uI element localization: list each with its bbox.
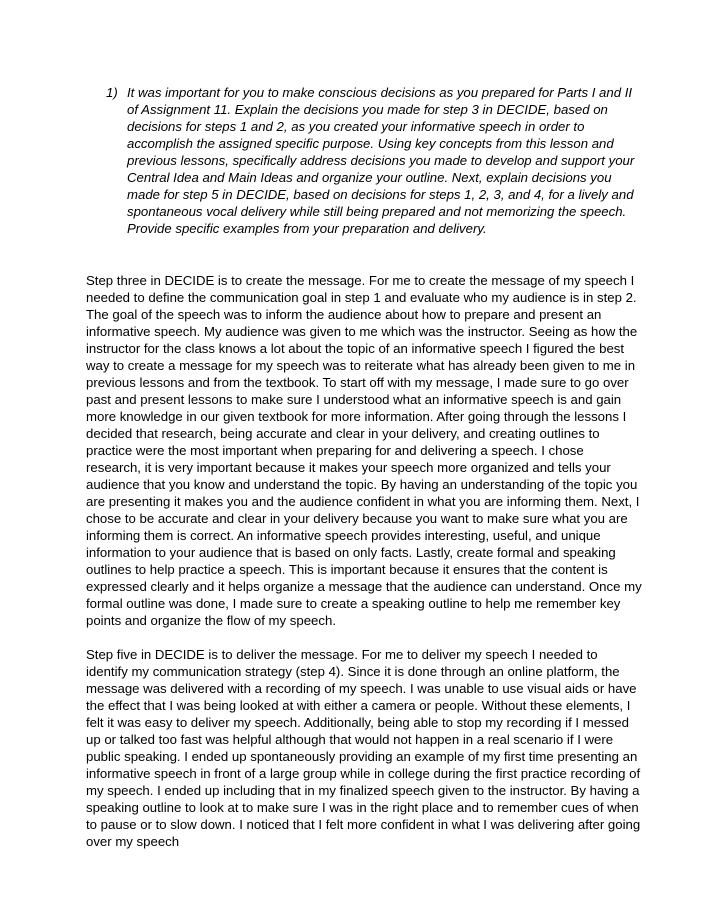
- question-number: 1): [106, 85, 118, 100]
- question-prompt: It was important for you to make conscious decisions as you prepared for Parts I and II of Assignment 11. Explain the decisions you made for step 3 in DECIDE, based on decisions for steps 1 and 2, as you created your informative speech in order to accomplish the assigned specific purpose. Using key concepts from this lesson and previous lessons, specifically address decisions you made to develop and support your Central Idea and Main Ideas and organize your outline. Next, explain decisions you made for step 5 in DECIDE, based on decisions for steps 1, 2, 3, and 4, for a lively and spontaneous vocal delivery while still being prepared and not memorizing the speech. Provide specific examples from your preparation and delivery.: [127, 85, 635, 236]
- answer-body: [86, 272, 642, 867]
- paragraph-step-three: Step three in DECIDE is to create the message. For me to create the message of my speech I needed to define the communication goal in step 1 and evaluate who my audience is in step 2. The goal of the speech was to inform the audience about how to prepare and present an informative speech. My audience was given to me which was the instructor. Seeing as how the instructor for the class knows a lot about the topic of an informative speech I figured the best way to create a message for my speech was to reiterate what has already been given to me in previous lessons and from the textbook. To start off with my message, I made sure to go over past and present lessons to make sure I understood what an informative speech is and gain more knowledge in our given textbook for more information. After going through the lessons I decided that research, being accurate and clear in your delivery, and creating outlines to practice were the most important when preparing for and delivering a speech. I chose research, it is very important because it makes your speech more organized and tells your audience that you know and understand the topic. By having an understanding of the topic you are presenting it makes you and the audience confident in what you are informing them. Next, I chose to be accurate and clear in your delivery because you want to make sure what you are informing them is correct. An informative speech provides interesting, useful, and unique information to your audience that is based on only facts. Lastly, create formal and speaking outlines to help practice a speech. This is important because it ensures that the content is expressed clearly and it helps organize a message that the audience can understand. Once my formal outline was done, I made sure to create a speaking outline to help me remember key points and organize the flow of my speech.: [86, 273, 642, 628]
- paragraph-step-five: Step five in DECIDE is to deliver the message. For me to deliver my speech I needed to identify my communication strategy (step 4). Since it is done through an online platform, the message was delivered with a recording of my speech. I was unable to use visual aids or have the effect that I was being looked at with either a camera or people. Without these elements, I felt it was easy to deliver my speech. Additionally, being able to stop my recording if I messed up or talked too fast was helpful although that would not happen in a real scenario if I were public speaking. I ended up spontaneously providing an example of my first time presenting an informative speech in front of a large group while in college during the first practice recording of my speech. I ended up including that in my finalized speech given to the instructor. By having a speaking outline to look at to make sure I was in the right place and to remember cues of when to pause or to slow down. I noticed that I felt more confident in what I was delivering after going over my speech: [86, 647, 641, 849]
- assignment-question: [106, 84, 636, 237]
